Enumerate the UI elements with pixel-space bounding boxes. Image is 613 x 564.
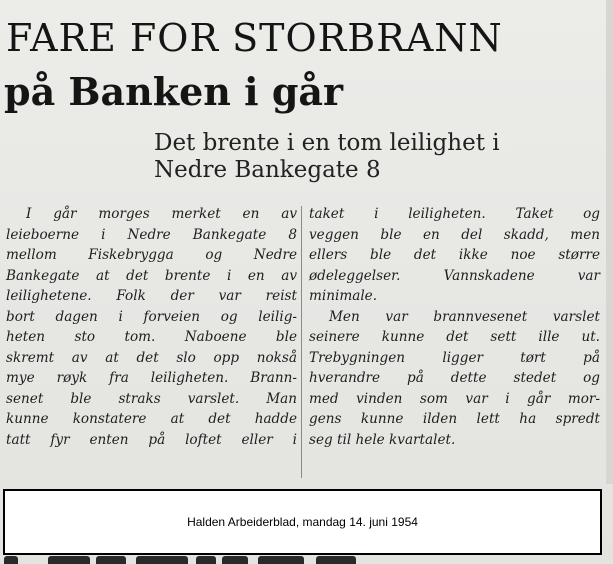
headline-line-1: FARE FOR STORBRANN: [6, 16, 503, 60]
column-line: gens kunne ilden lett ha spredt: [309, 411, 600, 427]
column-line: heten sto tom. Naboene ble: [6, 329, 297, 345]
column-line: Trebygningen ligger tørt på: [309, 349, 600, 366]
column-line: seinere kunne det sett ille ut.: [309, 329, 600, 345]
column-line: med vinden som var i går mor-: [309, 390, 600, 407]
column-line: kunne konstatere at det hadde: [6, 411, 297, 427]
column-line: leilighetene. Folk der var reist: [6, 288, 297, 304]
column-line: taket i leiligheten. Taket og: [309, 206, 600, 222]
column-line: ellers ble det ikke noe større: [309, 247, 600, 263]
column-line: senet ble straks varslet. Man: [6, 390, 297, 407]
column-line: mye røyk fra leiligheten. Brann-: [6, 370, 297, 386]
column-line: leieboerne i Nedre Bankegate 8: [6, 226, 297, 243]
column-line: mellom Fiskebrygga og Nedre: [6, 247, 297, 263]
subheadline: [154, 130, 609, 184]
column-line: ødeleggelser. Vannskadene var: [309, 267, 600, 284]
column-line: Bankegate at det brente i en av: [6, 267, 297, 284]
column-divider: [301, 206, 302, 478]
column-line: hverandre på dette stedet og: [309, 370, 600, 386]
source-caption-box: [3, 489, 602, 555]
column-line: tatt fyr enten på loftet eller i: [6, 431, 297, 448]
column-line: Men var brannvesenet varslet: [329, 308, 600, 325]
column-line: minimale.: [309, 288, 378, 304]
subheadline-line-2: Nedre Bankegate 8: [154, 157, 381, 183]
column-line: bort dagen i forveien og leilig-: [6, 308, 297, 325]
clipping-edge: [606, 0, 613, 484]
article-column-left: [6, 204, 297, 450]
column-line: I går morges merket en av: [26, 206, 297, 222]
column-line: veggen ble en del skadd, men: [309, 226, 600, 243]
column-line: skremt av at det slo opp nokså: [6, 349, 297, 366]
headline-line-2: på Banken i går: [4, 69, 344, 114]
column-line: seg til hele kvartalet.: [309, 431, 456, 448]
article-column-right: [309, 204, 600, 450]
source-caption: Halden Arbeiderblad, mandag 14. juni 1954: [187, 515, 418, 529]
cut-off-text-fragment: [4, 556, 384, 564]
subheadline-line-1: Det brente i en tom leilighet i: [154, 130, 500, 156]
